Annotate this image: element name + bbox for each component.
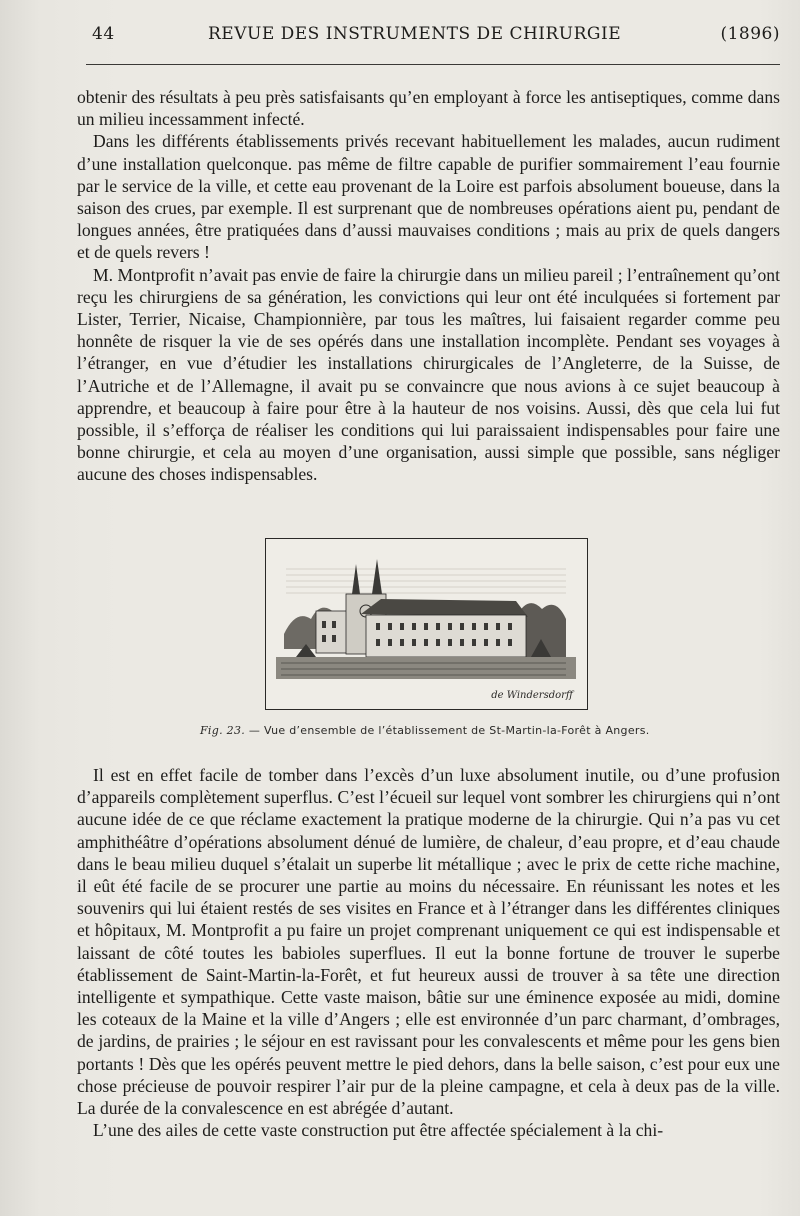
paragraph: Dans les différents établissements privés recevant habituellement les malades, aucun rudiment d’une installation quelconque. pas même de filtre capable de purifier sommairement l’eau fournie par le service de la ville, et cette eau provenant de la Loire est parfois absolument boueuse, dans la saison des crues, par exemple. Il est surprenant que de nombreuses opérations aient pu, pendant de longues années, être pratiquées dans d’aussi mauvaises conditions ; mais au prix de quels dangers et de quels revers ! bbox=[77, 131, 780, 263]
figure-caption-text: — Vue d’ensemble de l’établissement de St-Martin-la-Forêt à Angers. bbox=[245, 724, 650, 737]
paragraph: L’une des ailes de cette vaste construction put être affectée spécialement à la chi- bbox=[93, 1120, 664, 1141]
page-number: 44 bbox=[92, 24, 115, 44]
figure-label: Fig. 23. bbox=[200, 724, 246, 737]
engraver-signature: de Windersdorff bbox=[491, 690, 573, 701]
paragraph: Il est en effet facile de tomber dans l’excès d’un luxe absolument inutile, ou d’une profusion d’appareils complètement superflus. C’est l’écueil sur lequel vont sombrer les chirurgiens qui n’ont aucune idée de ce que réclame exactement la pratique moderne de la chirurgie. Qui n’a pas vu cet amphithéâtre d’opérations absolument dénué de lumière, de chaleur, d’eau propre, et d’eau chaude dans le beau milieu duquel s’étalait un superbe lit métallique ; avec le prix de cette riche machine, il eût été facile de se procurer une partie au moins du nécessaire. En réunissant les notes et les souvenirs qui lui étaient restés de ses visites en France et à l’étranger dans les différentes cliniques et hôpitaux, M. Montprofit a pu faire un projet comprenant uniquement ce qui est indispensable et laissant de côté toutes les babioles superflues. Il eut la bonne fortune de trouver le superbe établissement de Saint-Martin-la-Forêt, et fut heureux aussi de trouver à sa tête une direction intelligente et sympathique. Cette vaste maison, bâtie sur une éminence exposée au midi, domine les coteaux de la Maine et la ville d’Angers ; elle est environnée d’un parc charmant, d’ombrages, de jardins, de prairies ; le séjour en est ravissant pour les convalescents et même pour les gens bien portants ! Dès que les opérés peuvent mettre le pied dehors, dans la belle saison, c’est pour eux une chose précieuse de pouvoir respirer l’air pur de la pleine campagne, et cela à deux pas de la ville. La durée de la convalescence en est abrégée d’autant. bbox=[77, 765, 780, 1119]
figure-caption bbox=[200, 724, 660, 737]
body-text-top bbox=[77, 86, 780, 486]
body-text-bottom bbox=[77, 764, 780, 1141]
figure-engraving bbox=[265, 538, 588, 710]
building-illustration bbox=[266, 539, 586, 708]
header-year: (1896) bbox=[720, 24, 780, 44]
running-header bbox=[90, 24, 780, 52]
running-title: REVUE DES INSTRUMENTS DE CHIRURGIE bbox=[208, 24, 622, 44]
paragraph: obtenir des résultats à peu près satisfaisants qu’en employant à force les antiseptiques, comme dans un milieu incessamment infecté. bbox=[77, 87, 780, 130]
paragraph: M. Montprofit n’avait pas envie de faire la chirurgie dans un milieu pareil ; l’entraînement qu’ont reçu les chirurgiens de sa génération, les convictions qui leur ont été inculquées si fortement par Lister, Terrier, Nicaise, Championnière, par tous les maîtres, lui faisaient regarder comme peu honnête de risquer la vie de ses opérés dans une installation incomplète. Pendant ses voyages à l’étranger, en vue d’étudier les installations chirurgicales de l’Angleterre, de la Suisse, de l’Autriche et de l’Allemagne, il avait pu se convaincre que nous avions à ce sujet beaucoup à apprendre, et beaucoup à faire pour être à la hauteur de nos voisins. Aussi, dès que cela lui fut possible, il s’efforça de réaliser les conditions qui lui paraissaient indispensables pour faire une bonne chirurgie, et cela au moyen d’une organisation, aussi simple que possible, sans négliger aucune des choses indispensables. bbox=[77, 264, 780, 485]
header-rule bbox=[86, 64, 780, 65]
